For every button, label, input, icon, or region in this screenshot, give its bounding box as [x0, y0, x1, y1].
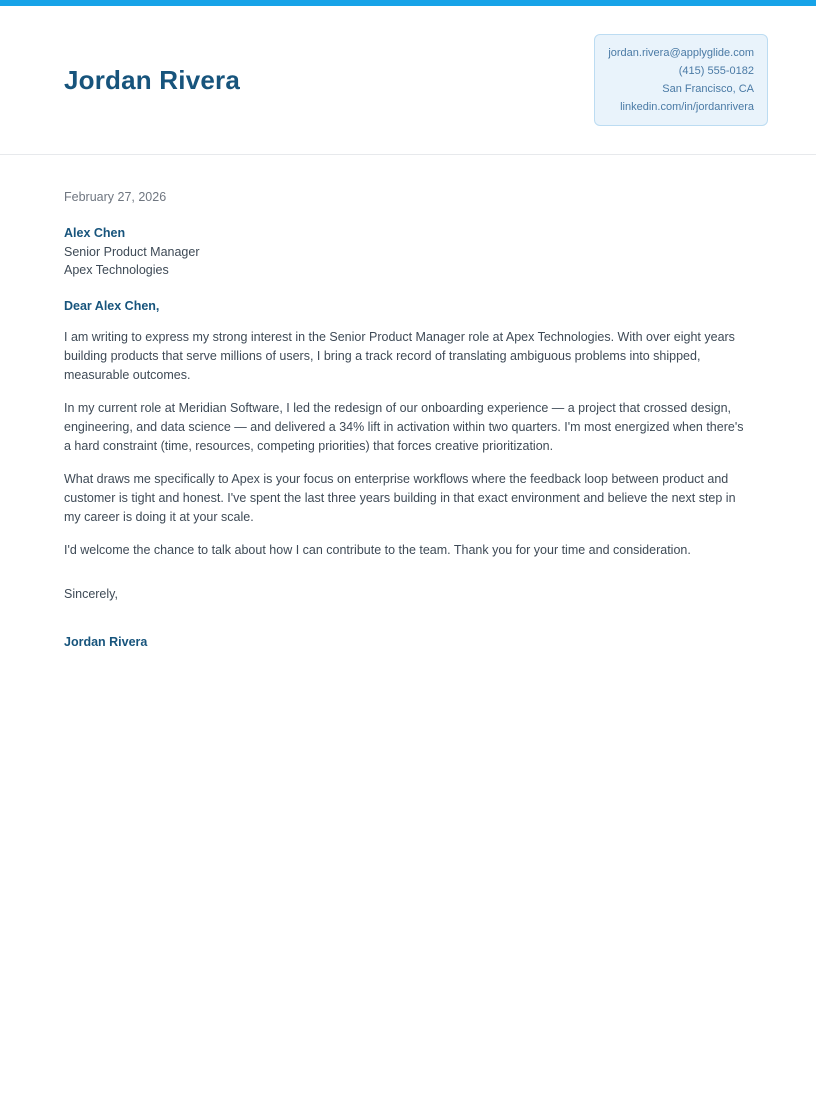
- recipient-company: Apex Technologies: [64, 263, 169, 277]
- letter-paragraph-2: In my current role at Meridian Software, I led the redesign of our onboarding experience — a project that crossed design, engineering, and data science — and delivered a 34% lift in activation within two quarters. I'm most energized when there's a hard constraint (time, resources, competing priorities) that forces creative prioritization.: [64, 400, 744, 453]
- contact-location: San Francisco, CA: [662, 83, 754, 95]
- letter-paragraph-1: I am writing to express my strong interest in the Senior Product Manager role at Apex Technologies. With over eight years building products that serve millions of users, I bring a track record of translating ambiguous problems into shipped, measurable outcomes.: [64, 329, 735, 382]
- letter-body: [0, 155, 816, 652]
- letter-paragraph-3: What draws me specifically to Apex is your focus on enterprise workflows where the feedback loop between product and customer is tight and honest. I've spent the last three years building in that exact environment and believe the next step in my career is doing it at your scale.: [64, 471, 736, 524]
- contact-email[interactable]: jordan.rivera@applyglide.com: [608, 47, 754, 59]
- signature-name: Jordan Rivera: [64, 634, 148, 649]
- contact-card: [594, 34, 768, 126]
- recipient-block: [64, 224, 752, 280]
- contact-linkedin[interactable]: linkedin.com/in/jordanrivera: [620, 101, 754, 113]
- recipient-name: Alex Chen: [64, 226, 126, 240]
- letter-paragraph-4: I'd welcome the chance to talk about how I can contribute to the team. Thank you for your time and consideration.: [64, 542, 691, 557]
- recipient-title: Senior Product Manager: [64, 244, 200, 259]
- salutation: Dear Alex Chen,: [64, 298, 160, 313]
- contact-phone[interactable]: (415) 555-0182: [678, 65, 754, 77]
- page-title: Jordan Rivera: [64, 64, 241, 95]
- letter-date: February 27, 2026: [64, 190, 167, 204]
- letter-header: [0, 6, 816, 155]
- closing: Sincerely,: [64, 586, 118, 601]
